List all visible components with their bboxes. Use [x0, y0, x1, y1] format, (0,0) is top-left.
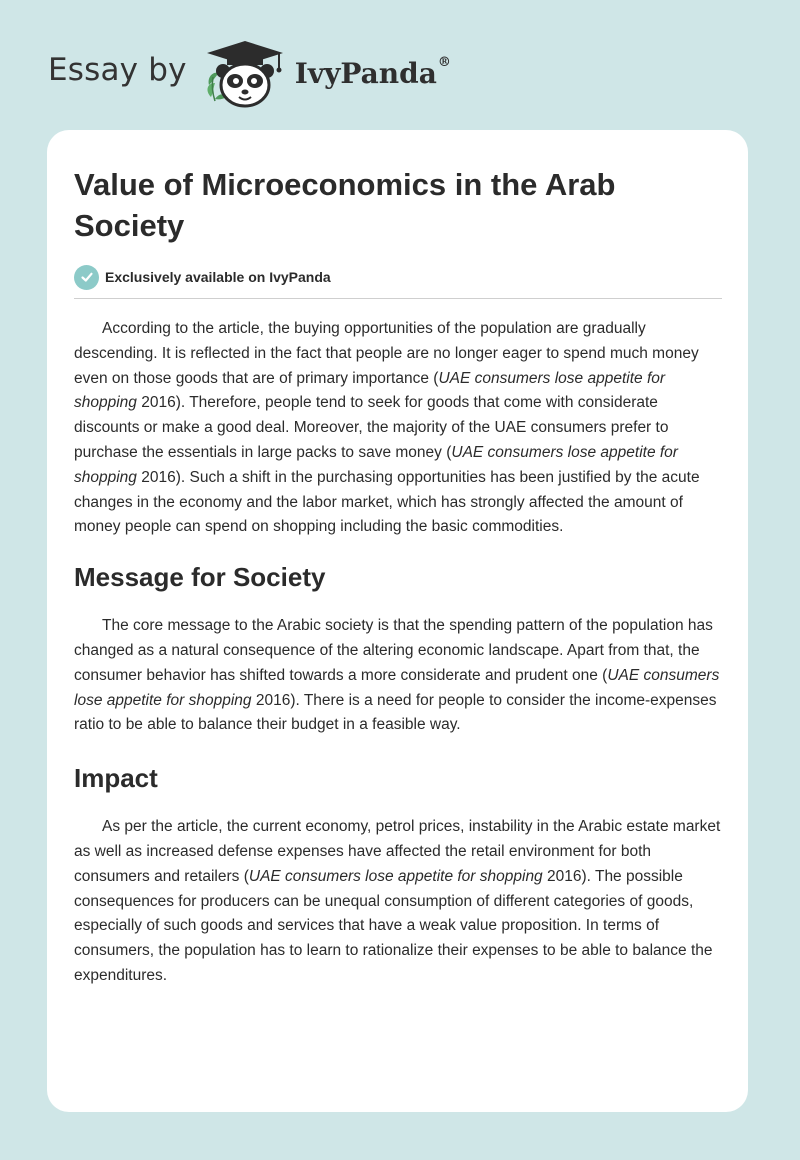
intro-paragraph	[74, 317, 722, 540]
page-title: Value of Microeconomics in the Arab Society	[74, 167, 616, 243]
brand-header[interactable]	[48, 38, 451, 108]
brand-name-text: IvyPanda	[294, 56, 437, 90]
citation: UAE consumers lose appetite for shopping	[74, 666, 720, 709]
section-text-1: The core message to the Arabic society is that the spending pattern of the population has changed as a natural consequence of the altering economic landscape. Apart from that, the consumer behavior has shifted towards a more considerate and prudent one (	[74, 617, 713, 684]
section-text-1: As per the article, the current economy, petrol prices, instability in the Arabic estate market as well as increased defense expenses have affected the retail environment for both consumers and retailers (	[74, 818, 721, 885]
section-text-2: 2016). The possible consequences for producers can be unequal consumption of different categories of goods, especially of such goods and services that have a weak value proposition. In terms of consumers, the population has to learn to rationalize their expenses to be able to balance the expenditures.	[74, 867, 713, 984]
check-circle-icon	[74, 265, 99, 290]
section-message-for-society	[74, 560, 722, 738]
section-heading: Message for Society	[74, 562, 326, 593]
divider	[74, 298, 722, 299]
registered-mark: ®	[437, 54, 451, 70]
section-paragraph	[74, 815, 722, 989]
intro-text-2: 2016). Therefore, people tend to seek for goods that come with considerate discounts or make a good deal. Moreover, the majority of the UAE consumers prefer to purchase the essentials in large packs to save money (	[74, 394, 669, 461]
exclusive-badge-label: Exclusively available on IvyPanda	[105, 269, 331, 285]
exclusive-badge	[74, 264, 722, 290]
ivypanda-logo-icon	[199, 37, 291, 109]
essay-content	[74, 164, 722, 989]
section-paragraph	[74, 614, 722, 738]
intro-text-3: 2016). Such a shift in the purchasing opportunities has been justified by the acute changes in the economy and the labor market, which has strongly affected the amount of money people can spend on shopping including the basic commodities.	[74, 468, 700, 536]
section-heading: Impact	[74, 763, 158, 794]
essay-card	[47, 130, 748, 1112]
citation: UAE consumers lose appetite for shopping	[74, 369, 666, 412]
section-impact	[74, 761, 722, 989]
brand-name	[294, 54, 451, 90]
citation: UAE consumers lose appetite for shopping	[74, 443, 678, 486]
intro-text-1: According to the article, the buying opportunities of the population are gradually descending. It is reflected in the fact that people are no longer eager to spend much money even on those goods that are of primary importance (	[74, 320, 699, 387]
brand-prefix: Essay by	[48, 52, 187, 88]
citation: UAE consumers lose appetite for shopping	[248, 867, 543, 885]
section-text-2: 2016). There is a need for people to consider the income-expenses ratio to be able to balance their budget in a feasible way.	[74, 691, 717, 734]
